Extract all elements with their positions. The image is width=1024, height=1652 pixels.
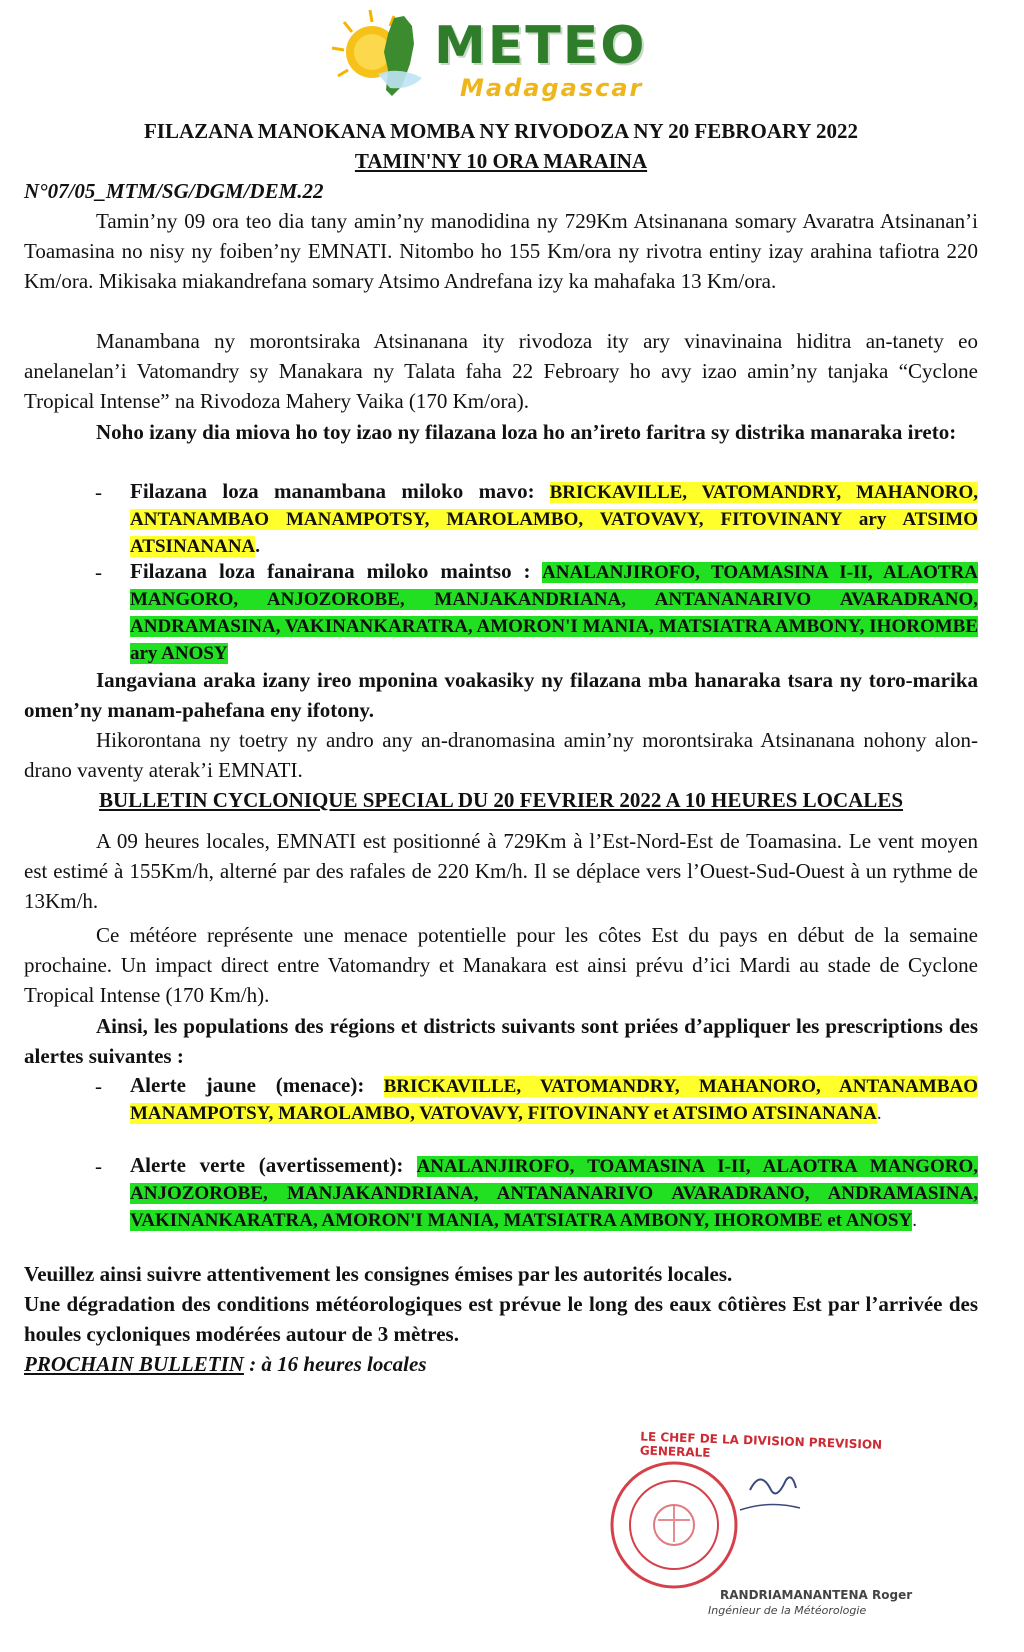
fr-yellow-districts: BRICKAVILLE, VATOMANDRY, MAHANORO, ANTANAMBAO MANAMPOTSY, MAROLAMBO, VATOVAVY, FITOVINANY et ATSIMO ATSINANANA [130,1076,978,1124]
reference-number: N°07/05_MTM/SG/DGM/DEM.22 [24,179,324,203]
logo-title: METEO [434,16,647,76]
next-bulletin [24,1349,978,1379]
signatory-name: RANDRIAMANANTENA Roger [720,1588,913,1602]
fr-bullet-green-body: Alerte verte (avertissement): ANALANJIROFO, TOAMASINA I-II, ALAOTRA MANGORO, ANJOZOROBE, MANJAKANDRIANA, ANTANANARIVO AVARADRANO, ANDRAMASINA, VAKINANKARATRA, AMORON'I MANIA, MATSIATRA AMBONY, IHOROMBE et ANOSY. [130,1153,978,1231]
fr-title-wrap [24,785,978,815]
fr-paragraph-2: Ce météore représente une menace potentielle pour les côtes Est du pays en début de la semaine prochaine. Un impact direct entre Vatomandry et Manakara est ainsi prévu d’ici Mardi au stade de Cyclone Tropical Intense (170 Km/h). [24,923,978,1007]
mg-paragraph-4: Iangaviana araka izany ireo mponina voakasiky ny filazana mba hanaraka tsara ny toro-marika omen’ny manam-pahefana eny ifotony. [24,668,978,722]
mg-yellow-label: Filazana loza manambana miloko mavo: [130,479,535,503]
fr-green-districts: ANALANJIROFO, TOAMASINA I-II, ALAOTRA MANGORO, ANJOZOROBE, MANJAKANDRIANA, ANTANANARIVO AVARADRANO, ANDRAMASINA, VAKINANKARATRA, AMORON'I MANIA, MATSIATRA AMBONY, IHOROMBE et ANOSY [130,1156,978,1231]
fr-paragraph-1: A 09 heures locales, EMNATI est positionné à 729Km à l’Est-Nord-Est de Toamasina. Le vent moyen est estimé à 155Km/h, alterné par des rafales de 220 Km/h. Il se déplace vers l’Ouest-Sud-Ouest à un rythme de 13Km/h. [24,829,978,913]
fr-paragraph-3: Ainsi, les populations des régions et districts suivants sont priées d’appliquer les prescriptions des alertes suivantes : [24,1014,978,1068]
chief-title: LE CHEF DE LA DIVISION PREVISION GENERALE [639,1429,883,1460]
fr-green-label: Alerte verte (avertissement): [130,1153,404,1177]
mg-green-districts: ANALANJIROFO, TOAMASINA I-II, ALAOTRA MANGORO, ANJOZOROBE, MANJAKANDRIANA, ANTANANARIVO AVARADRANO, ANDRAMASINA, VAKINANKARATRA, AMORON'I MANIA, MATSIATRA AMBONY, IHOROMBE ary ANOSY [130,562,979,664]
bullet-dash: - [95,560,102,584]
logo-subtitle: Madagascar [460,74,644,102]
mg-bullet-yellow-body: Filazana loza manambana miloko mavo: BRICKAVILLE, VATOMANDRY, MAHANORO, ANTANAMBAO MANAMPOTSY, MAROLAMBO, VATOVAVY, FITOVINANY ary ATSIMO ATSINANANA. [130,479,978,557]
header-title: FILAZANA MANOKANA MOMBA NY RIVODOZA NY 20 FEBROARY 2022 [143,119,859,143]
sun-madagascar-icon [330,4,440,108]
mg-bullet-green-body [130,558,978,667]
fr-paragraph-4: Veuillez ainsi suivre attentivement les consignes émises par les autorités locales. [24,1262,733,1286]
fr-bulletin-title: BULLETIN CYCLONIQUE SPECIAL DU 20 FEVRIER 2022 A 10 HEURES LOCALES [99,788,903,812]
next-bulletin-time: : à 16 heures locales [249,1352,427,1376]
fr-bullet-yellow-body: Alerte jaune (menace): BRICKAVILLE, VATOMANDRY, MAHANORO, ANTANAMBAO MANAMPOTSY, MAROLAMBO, VATOVAVY, FITOVINANY et ATSIMO ATSINANANA. [130,1073,978,1124]
bullet-dash: - [95,480,102,504]
meteo-logo [330,4,660,108]
signatory-role: Ingénieur de la Météorologie [708,1604,867,1617]
header-time: TAMIN'NY 10 ORA MARAINA [354,149,648,173]
mg-paragraph-1: Tamin’ny 09 ora teo dia tany amin’ny manodidina ny 729Km Atsinanana somary Avaratra Atsinanan’i Toamasina no nisy ny foiben’ny EMNATI. Nitombo ho 155 Km/ora ny rivotra entiny izay arahina tafiotra 220 Km/ora. Mikisaka miakandrefana somary Atsimo Andrefana izy ka mahafaka 13 Km/ora. [24,209,978,293]
signature-block [600,1410,920,1640]
bullet-dash: - [95,1154,102,1178]
mg-paragraph-3: Noho izany dia miova ho toy izao ny filazana loza ho an’ireto faritra sy distrika manaraka ireto: [96,420,957,444]
bullet-dash: - [95,1074,102,1098]
mg-paragraph-2: Manambana ny morontsiraka Atsinanana ity rivodoza ity ary vinavinaina hiditra an-tanety eo anelanelan’i Vatomandry sy Manakara ny Talata faha 22 Febroary ho avy izao amin’ny tanjaka “Cyclone Tropical Intense” na Rivodoza Mahery Vaika (170 Km/ora). [24,329,978,413]
mg-paragraph-5: Hikorontana ny toetry ny andro any an-dranomasina amin’ny morontsiraka Atsinanana nohony alon-drano vaventy aterak’i EMNATI. [24,728,978,782]
fr-yellow-label: Alerte jaune (menace): [130,1073,365,1097]
mg-green-label: Filazana loza fanairana miloko maintso : [130,559,531,583]
next-bulletin-label: PROCHAIN BULLETIN [24,1352,244,1376]
header-time-wrap [24,146,978,176]
mg-yellow-districts: BRICKAVILLE, VATOMANDRY, MAHANORO, ANTANAMBAO MANAMPOTSY, MAROLAMBO, VATOVAVY, FITOVINANY ary ATSIMO ATSINANANA [130,482,978,557]
fr-paragraph-5: Une dégradation des conditions météorologiques est prévue le long des eaux côtières Est par l’arrivée des houles cycloniques modérées autour de 3 mètres. [24,1292,978,1346]
